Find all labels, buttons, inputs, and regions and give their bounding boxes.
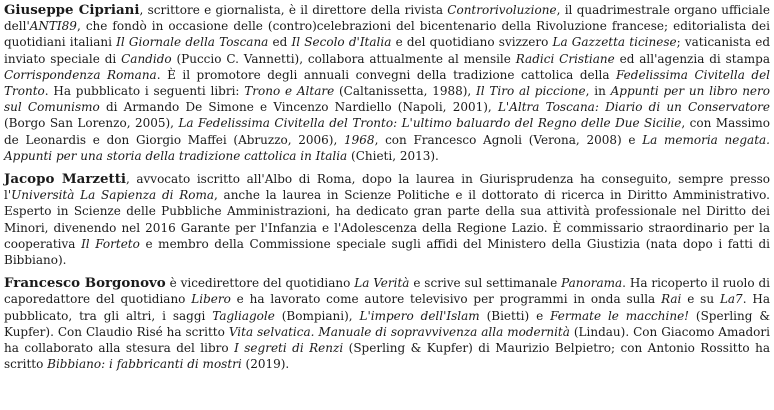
text-run: ; vaticanista ed inviato speciale di	[4, 35, 770, 66]
text-run: e membro della Commissione speciale sugli affidi del Ministero della Giustizia (nata dopo i fatti di Bibbiano).	[4, 236, 770, 268]
bio-paragraph	[4, 171, 770, 268]
italic-title: Libero	[191, 292, 231, 307]
italic-title: Bibbiano: i fabbricanti di mostri	[47, 357, 242, 372]
text-run: . Ha ricoperto il ruolo di caporedattore del quotidiano	[4, 276, 770, 307]
text-run: (Caltanissetta, 1988),	[334, 84, 477, 99]
italic-title: Fermate le macchine!	[550, 308, 689, 323]
text-run: (Lindau). Con Giacomo Amadori ha collaborato alla stesura del libro	[4, 324, 770, 356]
text-run: (Bompiani),	[274, 308, 360, 323]
italic-title: Rai	[661, 292, 682, 307]
italic-title: Il Secolo d'Italia	[291, 35, 392, 50]
italic-title: Fedelissima Civitella del Tronto	[4, 67, 771, 99]
author-name: Francesco Borgonovo	[4, 275, 166, 292]
text-run: . Ha pubblicato i seguenti libri:	[44, 84, 245, 99]
text-run: , con Francesco Agnoli (Verona, 2008) e	[374, 132, 643, 147]
text-run: (2019).	[241, 357, 290, 372]
text-run: , che fondò in occasione delle (contro)celebrazioni del bicentenario della Rivoluzione francese; editorialista dei quotidiani italiani	[4, 19, 770, 50]
bio-paragraph	[4, 275, 770, 372]
text-run: , il quadrimestrale organo ufficiale dell'	[4, 3, 770, 34]
text-run: (Sperling & Kupfer). Con Claudio Risé ha scritto	[4, 308, 770, 339]
bio-text	[4, 172, 770, 267]
text-run: (Sperling & Kupfer) di Maurizio Belpietro; con Antonio Rossitto ha scritto	[4, 341, 770, 372]
text-run: e del quotidiano svizzero	[391, 35, 553, 50]
text-run: , con Massimo de Leonardis e don Giorgio Maffei (Abruzzo, 2006),	[4, 116, 770, 147]
text-run: (Bietti) e	[479, 308, 551, 323]
text-run: e scrive sul settimanale	[409, 276, 562, 291]
italic-title: L'impero dell'Islam	[359, 308, 480, 323]
text-run: di Armando De Simone e Vincenzo Nardiello (Napoli, 2001),	[99, 100, 498, 115]
bio-paragraph	[4, 2, 770, 164]
italic-title: Candido	[121, 51, 172, 66]
italic-title: La Fedelissima Civitella del Tronto: L'ultimo baluardo del Regno delle Due Sicilie	[178, 116, 682, 131]
text-run: (Puccio C. Vannetti), collabora attualmente al mensile	[171, 51, 516, 66]
italic-title: Il Forteto	[81, 236, 140, 251]
italic-title: La Verità	[354, 276, 410, 291]
text-run: . Ha pubblicato, tra gli altri, i saggi	[4, 292, 770, 323]
italic-title: L'Altra Toscana: Diario di un Conservatore	[497, 100, 770, 115]
italic-title: Università La Sapienza di Roma	[11, 188, 214, 203]
italic-title: Controrivoluzione	[447, 3, 557, 17]
italic-title: La7	[719, 292, 743, 307]
italic-title: Tagliagole	[212, 308, 275, 323]
italic-title: Corrispondenza Romana	[4, 67, 157, 82]
author-name: Jacopo Marzetti	[4, 171, 126, 188]
italic-title: Panorama	[561, 276, 623, 291]
text-run: , in	[585, 84, 611, 99]
italic-title: Trono e Altare	[244, 84, 335, 99]
text-run: (Chieti, 2013).	[347, 148, 439, 163]
italic-title: Il Giornale della Toscana	[116, 35, 269, 50]
italic-title: 1968	[344, 132, 375, 147]
italic-title: La Gazzetta ticinese	[552, 35, 677, 50]
text-run: , avvocato iscritto all'Albo di Roma, dopo la laurea in Giurisprudenza ha conseguito, sempre presso l'	[4, 172, 770, 203]
text-run: . È il promotore degli annuali convegni della tradizione cattolica della	[156, 67, 617, 82]
author-name: Giuseppe Cipriani	[4, 2, 140, 18]
text-run: e su	[681, 292, 720, 307]
italic-title: ANTI89	[29, 19, 77, 34]
italic-title: Il Tiro al piccione	[476, 84, 586, 99]
italic-title: Vita selvatica. Manuale di sopravvivenza alla modernità	[228, 324, 570, 339]
italic-title: Radici Cristiane	[515, 51, 615, 66]
bio-text	[4, 3, 770, 163]
text-run: è vicedirettore del quotidiano	[165, 276, 355, 291]
text-run: ed all'agenzia di stampa	[614, 51, 770, 66]
italic-title: La memoria negata. Appunti per una storia della tradizione cattolica in Italia	[4, 132, 770, 163]
text-run: ed	[268, 35, 292, 50]
italic-title: Appunti per un libro nero sul Comunismo	[4, 84, 770, 115]
text-run: (Borgo San Lorenzo, 2005),	[4, 116, 179, 131]
text-run: , anche la laurea in Scienze Politiche e il dottorato di ricerca in Diritto Amministrativo. Esperto in Scienze delle Pubbliche Amministrazioni, ha dedicato gran parte della sua attività professionale nel Diritto dei Minori, divenendo nel 2016 Garante per l'Infanzia e l'Adolescenza della Regione Lazio. È commissario straordinario per la cooperativa	[4, 188, 771, 251]
italic-title: I segreti di Renzi	[234, 341, 344, 356]
bio-text	[4, 276, 770, 371]
text-run: , scrittore e giornalista, è il direttore della rivista	[139, 3, 448, 17]
text-run: e ha lavorato come autore televisivo per programmi in onda sulla	[230, 292, 662, 307]
